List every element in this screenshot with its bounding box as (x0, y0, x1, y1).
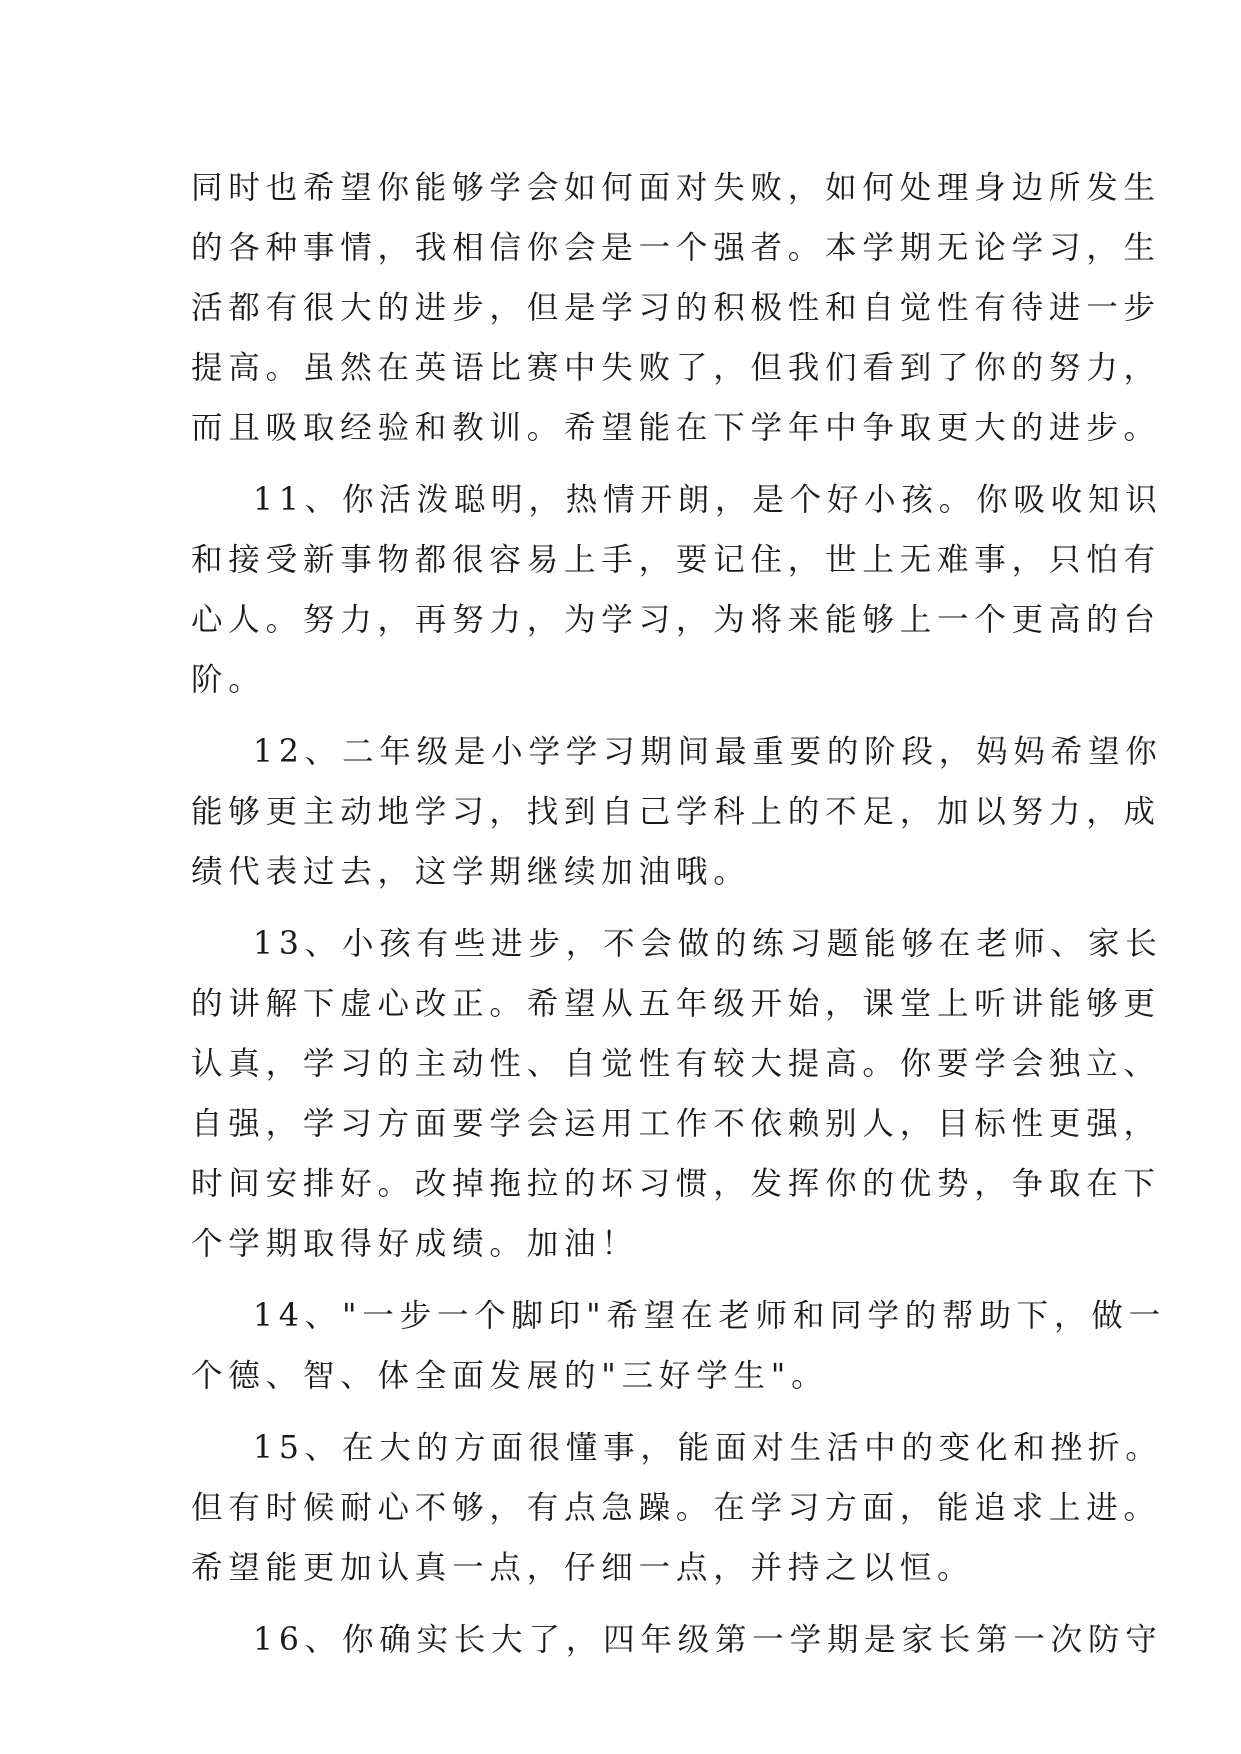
text-line: 的各种事情，我相信你会是一个强者。本学期无论学习，生 (191, 230, 1161, 266)
text-line: 时间安排好。改掉拖拉的坏习惯，发挥你的优势，争取在下 (191, 1166, 1161, 1202)
paragraph-15-start: 15、在大的方面很懂事，能面对生活中的变化和挫折。 (253, 1430, 1163, 1466)
text-line: 能够更主动地学习，找到自己学科上的不足，加以努力，成 (191, 794, 1161, 830)
text-line: 希望能更加认真一点，仔细一点，并持之以恒。 (191, 1550, 975, 1586)
text-line: 个德、智、体全面发展的"三好学生"。 (191, 1358, 829, 1394)
paragraph-13-start: 13、小孩有些进步，不会做的练习题能够在老师、家长 (253, 926, 1163, 962)
text-line: 活都有很大的进步，但是学习的积极性和自觉性有待进一步 (191, 290, 1161, 326)
paragraph-16-start: 16、你确实长大了，四年级第一学期是家长第一次防守 (253, 1622, 1163, 1658)
text-line: 个学期取得好成绩。加油！ (191, 1226, 639, 1262)
paragraph-12-start: 12、二年级是小学学习期间最重要的阶段，妈妈希望你 (253, 734, 1163, 770)
text-line: 而且吸取经验和教训。希望能在下学年中争取更大的进步。 (191, 410, 1161, 446)
text-line: 阶。 (191, 662, 266, 698)
paragraph-14-start: 14、"一步一个脚印"希望在老师和同学的帮助下，做一 (253, 1298, 1166, 1334)
text-line: 提高。虽然在英语比赛中失败了，但我们看到了你的努力， (191, 350, 1161, 386)
body-text (191, 158, 1166, 1670)
text-line: 同时也希望你能够学会如何面对失败，如何处理身边所发生 (191, 170, 1161, 206)
text-line: 认真，学习的主动性、自觉性有较大提高。你要学会独立、 (191, 1046, 1161, 1082)
paragraph-11-start: 11、你活泼聪明，热情开朗，是个好小孩。你吸收知识 (253, 482, 1163, 518)
text-line: 但有时候耐心不够，有点急躁。在学习方面，能追求上进。 (191, 1490, 1161, 1526)
text-line: 心人。努力，再努力，为学习，为将来能够上一个更高的台 (191, 602, 1161, 638)
text-line: 绩代表过去，这学期继续加油哦。 (191, 854, 751, 890)
text-line: 自强，学习方面要学会运用工作不依赖别人，目标性更强， (191, 1106, 1161, 1142)
text-line: 的讲解下虚心改正。希望从五年级开始，课堂上听讲能够更 (191, 986, 1161, 1022)
text-line: 和接受新事物都很容易上手，要记住，世上无难事，只怕有 (191, 542, 1161, 578)
